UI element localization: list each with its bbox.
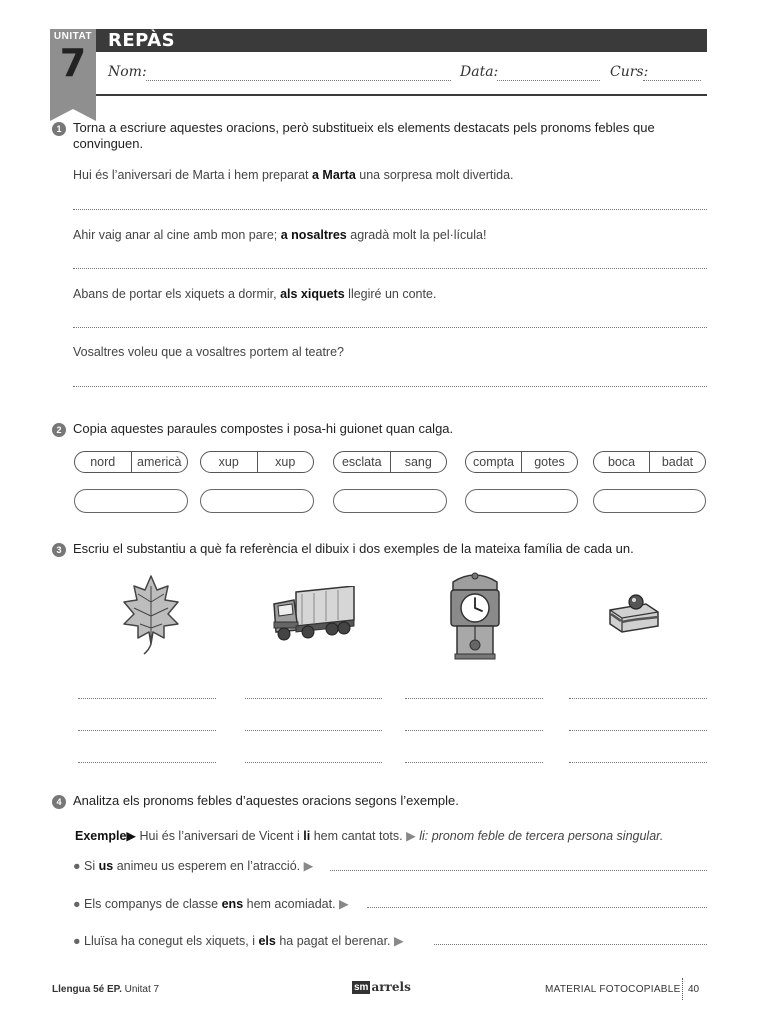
ex3-line-2-1[interactable] — [245, 698, 382, 699]
footer-material-label: MATERIAL FOTOCOPIABLE — [545, 984, 681, 995]
exercise-2-number: 2 — [52, 423, 66, 437]
unit-number: 7 — [59, 41, 87, 85]
ex3-line-2-2[interactable] — [245, 730, 382, 731]
publisher-logo — [352, 980, 411, 994]
exercise-4-number: 4 — [52, 795, 66, 809]
word-part: nord — [90, 455, 116, 469]
word-part: americà — [131, 452, 188, 472]
exercise-2-instruction: Copia aquestes paraules compostes i posa-hi guionet quan calga. — [73, 421, 454, 436]
unit-label: UNITAT — [53, 31, 93, 42]
compound-answer-4[interactable] — [465, 489, 578, 513]
word-part: esclata — [341, 455, 382, 469]
word-part: compta — [473, 455, 514, 469]
name-label: Nom: — [108, 64, 147, 80]
ex4-answer-line-1[interactable] — [330, 870, 707, 871]
exercise-4-instruction: Analitza els pronoms febles d’aquestes oracions segons l’exemple. — [73, 793, 459, 808]
date-field[interactable] — [497, 80, 600, 81]
page-title: REPÀS — [108, 30, 176, 51]
course-field[interactable] — [643, 80, 701, 81]
ex1-answer-line-2[interactable] — [73, 268, 707, 269]
example-answer: li: pronom feble de tercera persona singular. — [419, 829, 664, 843]
compound-answer-2[interactable] — [200, 489, 314, 513]
word-part: xup — [257, 452, 314, 472]
exercise-1-instruction: Torna a escriure aquestes oracions, però substitueix els elements destacats pels pronoms febles que convinguen. — [73, 120, 655, 151]
course-label: Curs: — [610, 64, 649, 80]
ex3-line-4-3[interactable] — [569, 762, 707, 763]
compound-word-4 — [465, 451, 578, 473]
ex3-line-3-1[interactable] — [405, 698, 543, 699]
ex1-answer-line-3[interactable] — [73, 327, 707, 328]
unit-badge — [50, 29, 96, 109]
ex3-line-1-3[interactable] — [78, 762, 216, 763]
header-divider — [96, 94, 707, 96]
compound-word-2 — [200, 451, 314, 473]
ex4-example: Exemple▶ Hui és l’aniversari de Vicent i li hem cantat tots. ▶ li: pronom feble de tercera persona singular. — [75, 829, 664, 843]
example-label: Exemple — [75, 829, 127, 843]
exercise-3-instruction: Escriu el substantiu a què fa referència el dibuix i dos exemples de la mateixa família de cada un. — [73, 541, 634, 556]
compound-word-5 — [593, 451, 706, 473]
word-part: badat — [649, 452, 705, 472]
word-part: gotes — [521, 452, 577, 472]
word-part: xup — [218, 455, 239, 469]
compound-answer-1[interactable] — [74, 489, 188, 513]
ex3-line-1-2[interactable] — [78, 730, 216, 731]
compound-answer-5[interactable] — [593, 489, 706, 513]
ex3-line-4-1[interactable] — [569, 698, 707, 699]
truck-icon — [268, 586, 358, 642]
footer-course: Llengua 5é EP. Unitat 7 — [52, 984, 160, 995]
ex4-answer-line-2[interactable] — [367, 907, 707, 908]
compound-word-3 — [333, 451, 447, 473]
ex1-sentence-3: Abans de portar els xiquets a dormir, als xiquets llegiré un conte. — [73, 287, 437, 301]
ex4-answer-line-3[interactable] — [434, 944, 707, 945]
cake-icon — [606, 592, 662, 634]
logo-sm: sm — [354, 981, 369, 993]
ex4-item-3: ● Lluïsa ha conegut els xiquets, i els ha pagat el berenar. ▶ — [73, 934, 404, 948]
page-number: 40 — [688, 984, 700, 995]
compound-answer-3[interactable] — [333, 489, 447, 513]
ex1-sentence-2: Ahir vaig anar al cine amb mon pare; a nosaltres agradà molt la pel·lícula! — [73, 228, 487, 242]
word-part: boca — [607, 455, 636, 469]
ex1-sentence-1: Hui és l’aniversari de Marta i hem preparat a Marta una sorpresa molt divertida. — [73, 168, 514, 182]
ex3-line-2-3[interactable] — [245, 762, 382, 763]
footer-separator — [682, 978, 683, 1000]
ex1-answer-line-4[interactable] — [73, 386, 707, 387]
ex3-line-3-3[interactable] — [405, 762, 543, 763]
ex1-answer-line-1[interactable] — [73, 209, 707, 210]
ex3-line-3-2[interactable] — [405, 730, 543, 731]
date-label: Data: — [460, 64, 499, 80]
name-field[interactable] — [146, 80, 451, 81]
leaf-icon — [118, 572, 184, 656]
exercise-1-number: 1 — [52, 122, 66, 136]
title-bar — [96, 29, 707, 52]
ex3-line-1-1[interactable] — [78, 698, 216, 699]
ex3-line-4-2[interactable] — [569, 730, 707, 731]
logo-text: arrels — [371, 980, 411, 994]
clock-icon — [447, 570, 503, 660]
compound-word-1 — [74, 451, 188, 473]
exercise-3-number: 3 — [52, 543, 66, 557]
ex4-item-1: ● Si us animeu us esperem en l’atracció. ▶ — [73, 859, 314, 873]
ex4-item-2: ● Els companys de classe ens hem acomiadat. ▶ — [73, 897, 349, 911]
word-part: sang — [390, 452, 447, 472]
ex1-sentence-4: Vosaltres voleu que a vosaltres portem al teatre? — [73, 345, 344, 359]
